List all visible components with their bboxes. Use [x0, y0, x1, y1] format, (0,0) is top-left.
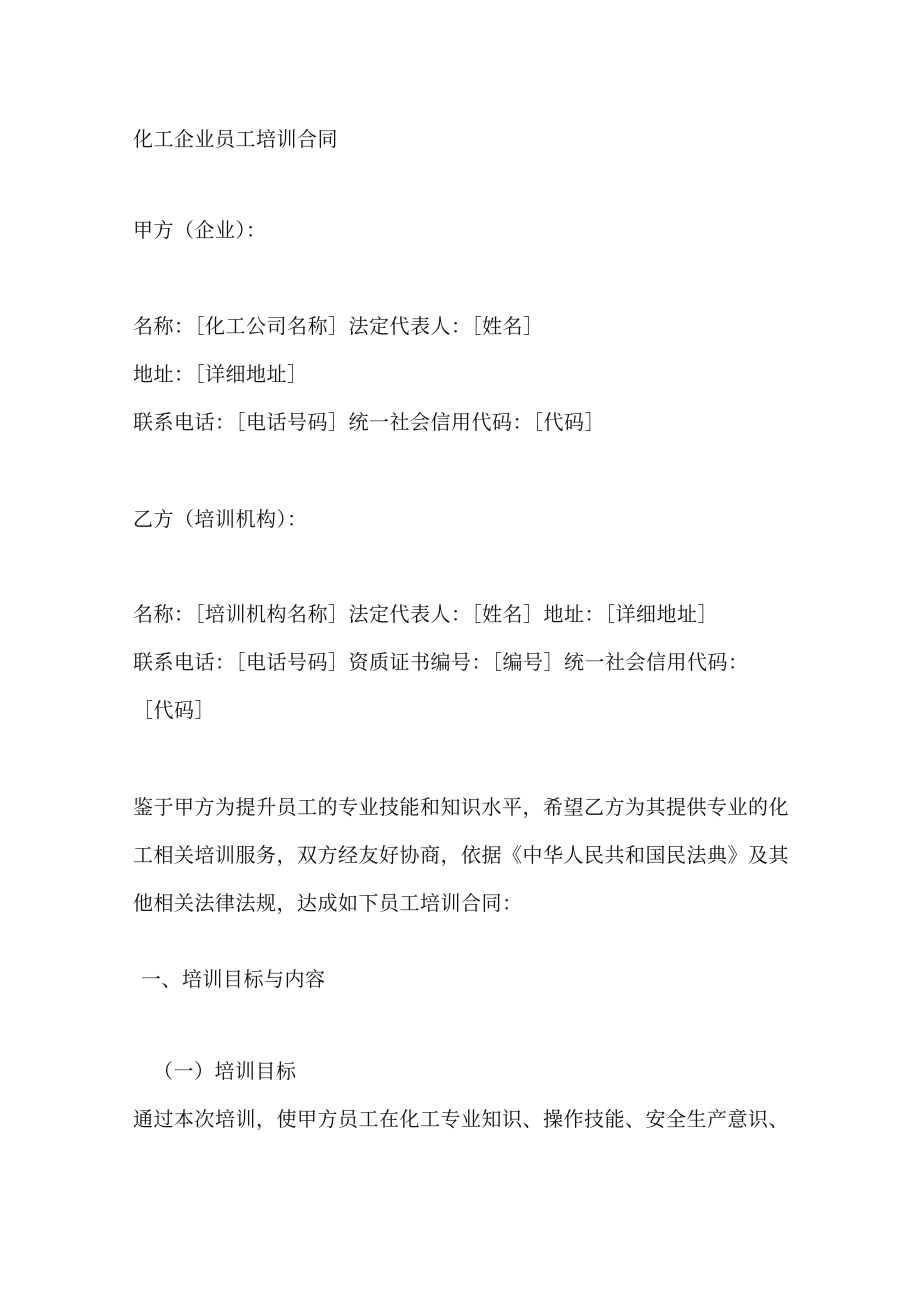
party-b-contact-continuation: ［代码］ — [133, 698, 215, 722]
party-a-address-line: 地址：［详细地址］ — [133, 362, 308, 386]
section-heading: 一、培训目标与内容 — [141, 967, 326, 991]
party-b-contact-line: 联系电话：［电话号码］资质证书编号：［编号］统一社会信用代码： — [133, 650, 749, 674]
preamble-line-3: 他相关法律法规，达成如下员工培训合同： — [133, 891, 523, 915]
party-b-name-line: 名称：［培训机构名称］法定代表人：［姓名］地址：［详细地址］ — [133, 602, 718, 626]
party-a-name-line: 名称：［化工公司名称］法定代表人：［姓名］ — [133, 314, 544, 338]
preamble-line-2: 工相关培训服务，双方经友好协商，依据《中华人民共和国民法典》及其 — [133, 843, 789, 867]
party-b-heading: 乙方（培训机构）： — [133, 507, 308, 531]
document-title: 化工企业员工培训合同 — [133, 127, 338, 151]
subsection-heading: （一）培训目标 — [153, 1059, 297, 1083]
party-a-heading: 甲方（企业）： — [133, 218, 267, 242]
party-a-contact-line: 联系电话：［电话号码］统一社会信用代码：［代码］ — [133, 410, 605, 434]
subsection-text-line: 通过本次培训，使甲方员工在化工专业知识、操作技能、安全生产意识、 — [133, 1107, 789, 1131]
preamble-line-1: 鉴于甲方为提升员工的专业技能和知识水平，希望乙方为其提供专业的化 — [133, 795, 789, 819]
